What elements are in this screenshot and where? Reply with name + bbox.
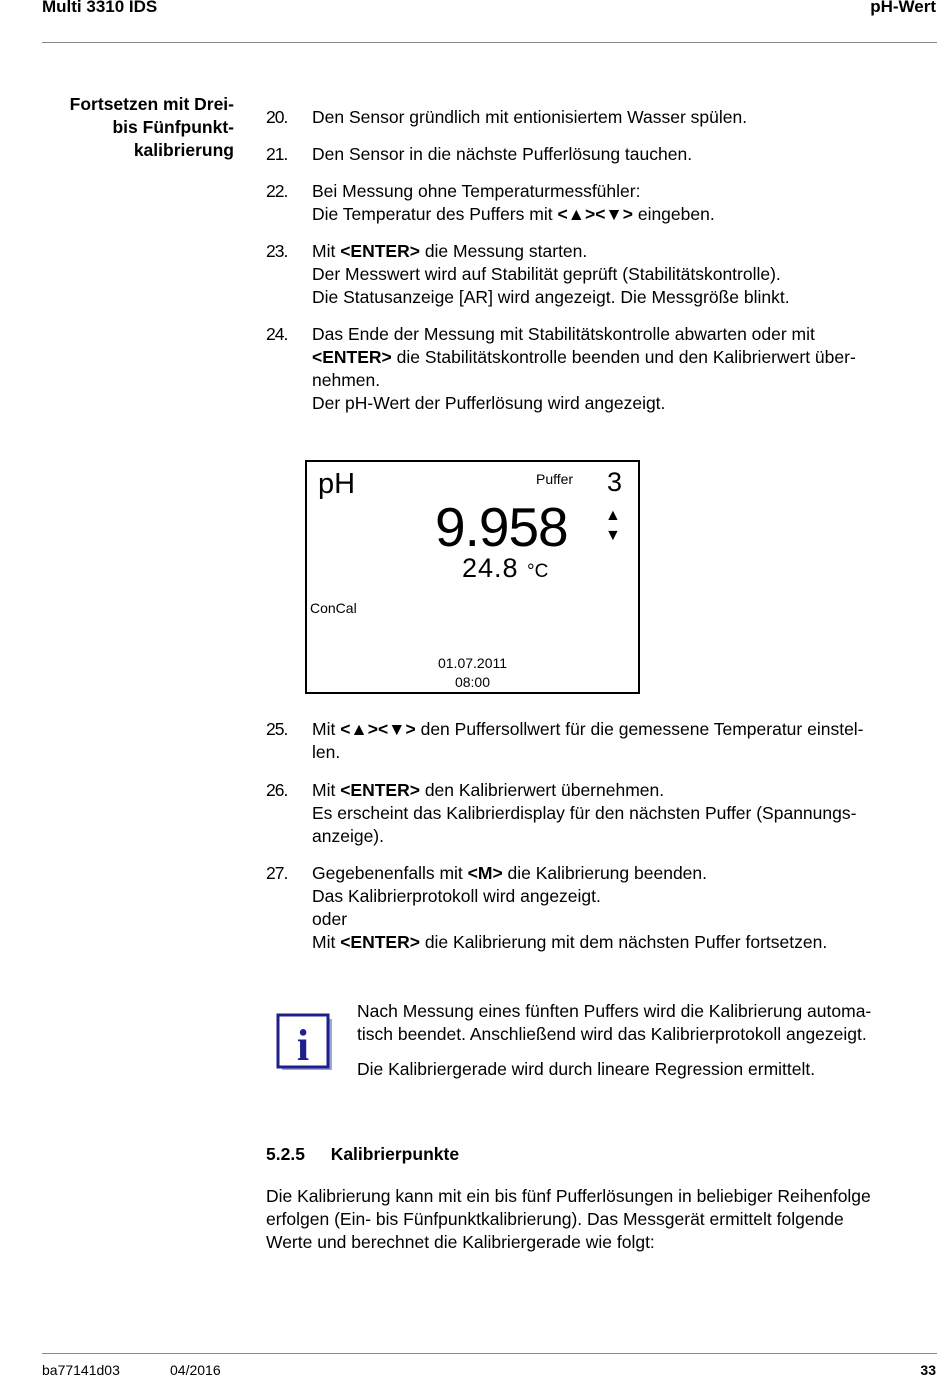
step-text-segment: die Messung starten. bbox=[419, 241, 588, 261]
step-number: 25. bbox=[266, 719, 288, 739]
step-text-segment: Das Ende der Messung mit Stabilitätskontrolle abwarten oder mit bbox=[312, 324, 815, 344]
step-line bbox=[312, 369, 924, 392]
arrow-down-icon: ▼ bbox=[605, 527, 621, 544]
key-label: <▲><▼> bbox=[557, 204, 633, 224]
step-line bbox=[312, 802, 924, 825]
paragraph-line: Die Kalibrierung kann mit ein bis fünf Pufferlösungen in beliebiger Reihenfolge bbox=[266, 1186, 871, 1206]
step-number: 27. bbox=[266, 863, 288, 883]
info-note bbox=[357, 1000, 929, 1081]
step-line bbox=[312, 263, 924, 286]
display-time: 08:00 bbox=[454, 674, 491, 690]
display-buffer-label: Puffer bbox=[536, 471, 574, 487]
step-text bbox=[312, 862, 924, 954]
step-line bbox=[312, 779, 924, 802]
step-number: 20. bbox=[266, 107, 288, 127]
side-heading bbox=[40, 93, 234, 162]
step-text bbox=[312, 779, 924, 848]
step-text-segment: die Kalibrierung mit dem nächsten Puffer fortsetzen. bbox=[419, 932, 828, 952]
step-text bbox=[312, 323, 924, 415]
side-heading-line: bis Fünfpunkt- bbox=[112, 117, 234, 137]
calibration-display bbox=[305, 460, 640, 694]
step-line bbox=[312, 323, 924, 346]
step-text-segment: eingeben. bbox=[632, 204, 715, 224]
step-text bbox=[312, 718, 924, 764]
step-line bbox=[312, 908, 924, 931]
step-number: 22. bbox=[266, 181, 288, 201]
step-number: 26. bbox=[266, 780, 288, 800]
step-line bbox=[312, 106, 924, 129]
section-title: Kalibrierpunkte bbox=[330, 1144, 460, 1164]
footer-rule bbox=[42, 1353, 937, 1354]
step-text-segment: Den Sensor gründlich mit entionisiertem Wasser spülen. bbox=[312, 107, 748, 127]
header-chapter: pH-Wert bbox=[870, 0, 936, 16]
step-text bbox=[312, 180, 924, 226]
step-text-segment: den Kalibrierwert übernehmen. bbox=[419, 780, 665, 800]
display-parameter: pH bbox=[318, 468, 356, 500]
body-paragraph bbox=[266, 1185, 936, 1254]
display-date: 01.07.2011 bbox=[437, 655, 508, 671]
step-line bbox=[312, 203, 924, 226]
footer-doc-id: ba77141d03 bbox=[42, 1362, 120, 1378]
footer-date: 04/2016 bbox=[170, 1362, 221, 1378]
step-text-segment: Die Statusanzeige [AR] wird angezeigt. Die Messgröße blinkt. bbox=[312, 287, 790, 307]
display-value: 9.958 bbox=[435, 496, 568, 558]
step-line bbox=[312, 286, 924, 309]
step-text-segment: Der Messwert wird auf Stabilität geprüft (Stabilitätskontrolle). bbox=[312, 264, 781, 284]
step-line bbox=[312, 825, 924, 848]
step-text-segment: Den Sensor in die nächste Pufferlösung tauchen. bbox=[312, 144, 693, 164]
key-label: <ENTER> bbox=[340, 780, 420, 800]
note-paragraph: Die Kalibriergerade wird durch lineare Regression ermittelt. bbox=[357, 1059, 816, 1079]
paragraph-line: Werte und berechnet die Kalibriergerade wie folgt: bbox=[266, 1232, 655, 1252]
step-text-segment: den Puffersollwert für die gemessene Temperatur einstel- bbox=[415, 719, 864, 739]
display-mode: ConCal bbox=[310, 600, 357, 616]
step-text-segment: nehmen. bbox=[312, 370, 381, 390]
step-text-segment: len. bbox=[312, 742, 341, 762]
key-label: <ENTER> bbox=[312, 347, 392, 367]
step-line bbox=[312, 741, 924, 764]
step-text-segment: Mit bbox=[312, 780, 341, 800]
step-text-segment: Mit bbox=[312, 719, 341, 739]
step-text-segment: Mit bbox=[312, 932, 341, 952]
step-number: 24. bbox=[266, 324, 288, 344]
info-icon bbox=[276, 1012, 334, 1072]
step-text-segment: Der pH-Wert der Pufferlösung wird angezeigt. bbox=[312, 393, 666, 413]
note-line: tisch beendet. Anschließend wird das Kalibrierprotokoll angezeigt. bbox=[357, 1024, 867, 1044]
step-line bbox=[312, 718, 924, 741]
step-line bbox=[312, 885, 924, 908]
step-text-segment: oder bbox=[312, 909, 348, 929]
step-text bbox=[312, 106, 924, 129]
step-text-segment: die Kalibrierung beenden. bbox=[502, 863, 708, 883]
step-line bbox=[312, 180, 924, 203]
step-line bbox=[312, 240, 924, 263]
paragraph-line: erfolgen (Ein- bis Fünfpunktkalibrierung). Das Messgerät ermittelt folgende bbox=[266, 1209, 844, 1229]
step-text-segment: Gegebenenfalls mit bbox=[312, 863, 468, 883]
step-text-segment: Die Temperatur des Puffers mit bbox=[312, 204, 558, 224]
step-line bbox=[312, 931, 924, 954]
display-temp-unit: °C bbox=[527, 561, 549, 582]
side-heading-line: kalibrierung bbox=[133, 140, 234, 160]
step-line bbox=[312, 392, 924, 415]
step-line bbox=[312, 143, 924, 166]
step-text-segment: Mit bbox=[312, 241, 341, 261]
step-text bbox=[312, 240, 924, 309]
step-text-segment: Das Kalibrierprotokoll wird angezeigt. bbox=[312, 886, 601, 906]
step-number: 23. bbox=[266, 241, 288, 261]
step-text-segment: anzeige). bbox=[312, 826, 384, 846]
step-text-segment: Es erscheint das Kalibrierdisplay für den nächsten Puffer (Spannungs- bbox=[312, 803, 857, 823]
header-title: Multi 3310 IDS bbox=[42, 0, 158, 16]
step-line bbox=[312, 862, 924, 885]
side-heading-line: Fortsetzen mit Drei- bbox=[69, 94, 234, 114]
step-line bbox=[312, 346, 924, 369]
footer-page-number: 33 bbox=[920, 1362, 936, 1378]
step-text-segment: Bei Messung ohne Temperaturmessfühler: bbox=[312, 181, 641, 201]
svg-text:i: i bbox=[296, 1021, 310, 1070]
section-heading bbox=[266, 1144, 459, 1165]
step-text bbox=[312, 143, 924, 166]
display-temperature: 24.8 bbox=[462, 553, 519, 583]
step-number: 21. bbox=[266, 144, 288, 164]
note-line: Nach Messung eines fünften Puffers wird die Kalibrierung automa- bbox=[357, 1001, 872, 1021]
key-label: <▲><▼> bbox=[340, 719, 416, 739]
key-label: <ENTER> bbox=[340, 932, 420, 952]
arrow-up-icon: ▲ bbox=[605, 507, 621, 524]
display-buffer-number: 3 bbox=[607, 467, 623, 497]
key-label: <ENTER> bbox=[340, 241, 420, 261]
section-number: 5.2.5 bbox=[266, 1144, 305, 1164]
step-text-segment: die Stabilitätskontrolle beenden und den Kalibrierwert über- bbox=[391, 347, 856, 367]
key-label: <M> bbox=[467, 863, 503, 883]
header-rule bbox=[42, 42, 937, 43]
